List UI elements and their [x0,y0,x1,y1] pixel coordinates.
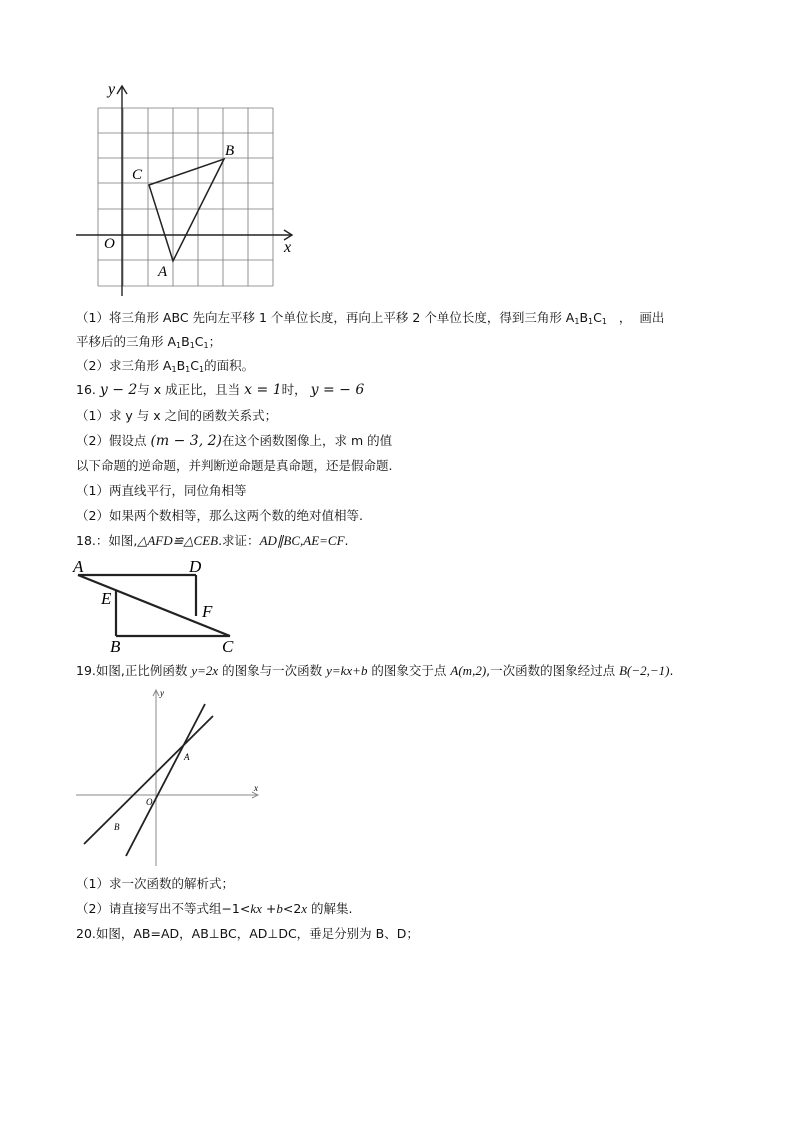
math-expr: y − 2 [99,382,138,398]
q16-part2 [76,432,392,450]
q16-text: 时， [281,382,307,397]
q15-part1-line2-text: 平移后的三角形 A [76,334,177,349]
math-expr: y=2x [191,663,219,678]
q20-stem: 20.如图，AB=AD，AB⊥BC，AD⊥DC，垂足分别为 B、D； [76,926,419,941]
q17-intro: 以下命题的逆命题，并判断逆命题是真命题，还是假命题. [76,458,393,473]
q19-stem [76,662,674,680]
subscript: 1 [574,317,580,326]
q19-part2-text: <2 [282,901,302,916]
point-label-a: A [184,752,190,762]
subscript: 1 [601,317,607,326]
origin-label: O [104,236,115,252]
subscript: 1 [176,341,182,350]
q19-part2-text: 的解集. [307,901,353,916]
q19-part2-text: （2）请直接写出不等式组−1< [76,901,251,916]
grid-lines [98,108,273,286]
subscript: 1 [588,317,594,326]
subscript: 1 [203,341,209,350]
vertex-c: C [593,310,602,325]
math-expr: A(m,2) [450,663,487,678]
label-f: F [202,602,213,621]
subscript: 1 [185,365,191,374]
vertex-b: B [176,358,186,373]
point-label-a: A [158,264,168,280]
vertex-b: B [181,334,190,349]
point-label-c: C [132,167,143,183]
q18-given: △AFD≌△CEB [137,533,219,548]
q16-stem [76,381,364,399]
math-expr: y = − 6 [310,382,365,398]
subscript: 1 [171,365,177,374]
vertex-c: C [190,358,199,373]
label-b: B [110,637,121,656]
subscript: 1 [189,341,195,350]
q17-part1: （1）两直线平行，同位角相等 [76,483,247,498]
axis-label-x: x [284,239,292,256]
q18-prove: AD∥BC,AE=CF [259,533,345,548]
q18-text: .求证： [218,533,260,548]
math-expr: x [301,901,308,916]
q19-text: 19.如图,正比例函数 [76,663,192,678]
punct: ； [208,334,222,349]
q16-part1: （1）求 y 与 x 之间的函数关系式； [76,408,278,423]
q19-text: 的图象交于点 [367,663,451,678]
math-expr: x = 1 [244,382,282,398]
triangle-abc [149,159,224,261]
line-kx-b [84,716,213,844]
q19-part2-text: + [261,901,277,916]
q16-part2-text: 在这个函数图像上，求 m 的值 [221,433,393,448]
q15-part1-text: （1）将三角形 ABC 先向左平移 1 个单位长度，再向上平移 2 个单位长度，得到三角形 A [76,310,575,325]
q15-part2 [76,357,254,379]
math-expr: y=kx+b [326,663,368,678]
label-a: A [73,557,84,576]
question-number: 16. [76,382,96,397]
math-expr: b [276,901,283,916]
point-label-b: B [225,143,235,159]
q19-part1: （1）求一次函数的解析式； [76,876,234,891]
q17-part2: （2）如果两个数相等，那么这两个数的绝对值相等. [76,508,363,523]
label-c: C [222,637,234,656]
q16-part2-text: （2）假设点 [76,433,147,448]
line-y-2x [126,704,205,856]
q19-text: ,一次函数的图象经过点 [486,663,620,678]
punct: . [344,533,349,548]
q15-part1 [76,309,664,331]
grid-figure [72,80,302,300]
q19-figure [70,684,270,869]
label-e: E [101,589,112,608]
vertex-c: C [194,334,204,349]
math-expr: kx [250,901,262,916]
vertex-b: B [579,310,589,325]
origin-label: O [146,797,153,807]
q16-text: 与 x 成正比，且当 [137,382,241,397]
q19-text: 的图象与一次函数 [218,663,327,678]
axis-label-y: y [160,688,164,698]
q15-part1-tail: ， 画出 [606,310,665,325]
math-expr: B(−2,−1) [619,663,670,678]
axis-label-x: x [254,783,258,793]
label-d: D [189,557,202,576]
q19-part2 [76,900,353,918]
q18-figure [70,556,250,656]
q18-stem [76,532,349,550]
q15-part2-text: （2）求三角形 A [76,358,172,373]
q15-part2-end: 的面积。 [204,358,255,373]
q18-text: 18.：如图, [76,533,138,548]
axis-label-y: y [108,81,116,98]
point-label-b: B [114,822,120,832]
math-expr: (m − 3, 2) [150,433,222,449]
punct: . [669,663,674,678]
q15-part1-line2 [76,333,221,355]
subscript: 1 [198,365,205,374]
